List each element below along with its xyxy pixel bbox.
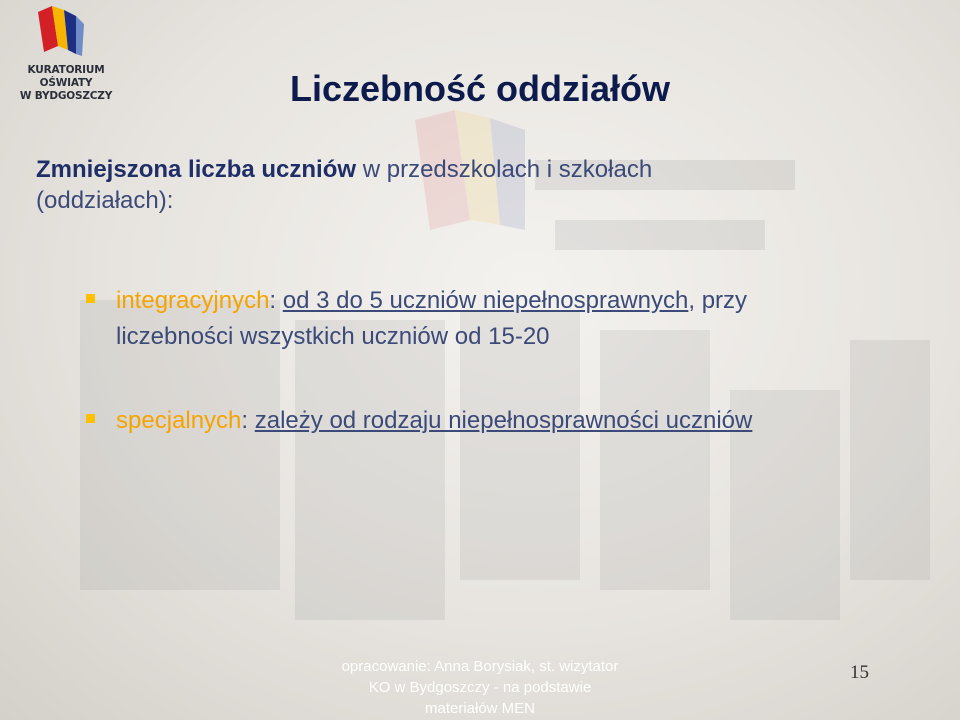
lead-paragraph <box>36 154 836 216</box>
bullet-underlined-text: zależy od rodzaju niepełnosprawności uczniów <box>254 407 753 434</box>
book-logo-icon <box>0 0 130 64</box>
square-bullet-icon <box>86 414 95 423</box>
bullet-underlined-text: od 3 do 5 uczniów niepełnosprawnych <box>282 287 689 314</box>
bullet-colon: : <box>269 287 283 314</box>
square-bullet-icon <box>86 294 95 303</box>
bullet-colon: : <box>241 407 255 434</box>
page-number: 15 <box>850 662 869 683</box>
footer-line-2: KO w Bydgoszczy - na podstawie <box>368 679 592 696</box>
slide-title: Liczebność oddziałów <box>289 68 671 109</box>
lead-text-line2: (oddziałach): <box>36 187 174 214</box>
bullet-line2-text: liczebności wszystkich uczniów od 15-20 <box>116 323 550 350</box>
footer-line-3: materiałów MEN <box>424 700 536 717</box>
bullet-keyword: integracyjnych <box>116 287 270 314</box>
footer-line-1: opracowanie: Anna Borysiak, st. wizytator <box>341 658 619 675</box>
bullet-item-integracyjnych <box>84 283 914 355</box>
logo-line-2: W BYDGOSZCZY <box>19 90 113 103</box>
bullet-list <box>84 283 914 439</box>
bullet-rest-text: , przy <box>688 287 748 314</box>
lead-bold-text: Zmniejszona liczba uczniów <box>36 156 357 183</box>
bullet-item-specjalnych <box>84 403 914 439</box>
logo-line-1: KURATORIUM OŚWIATY <box>27 64 105 90</box>
bullet-keyword: specjalnych <box>116 407 242 434</box>
footer-credits <box>310 656 650 719</box>
lead-text-rest: w przedszkolach i szkołach <box>356 156 653 183</box>
